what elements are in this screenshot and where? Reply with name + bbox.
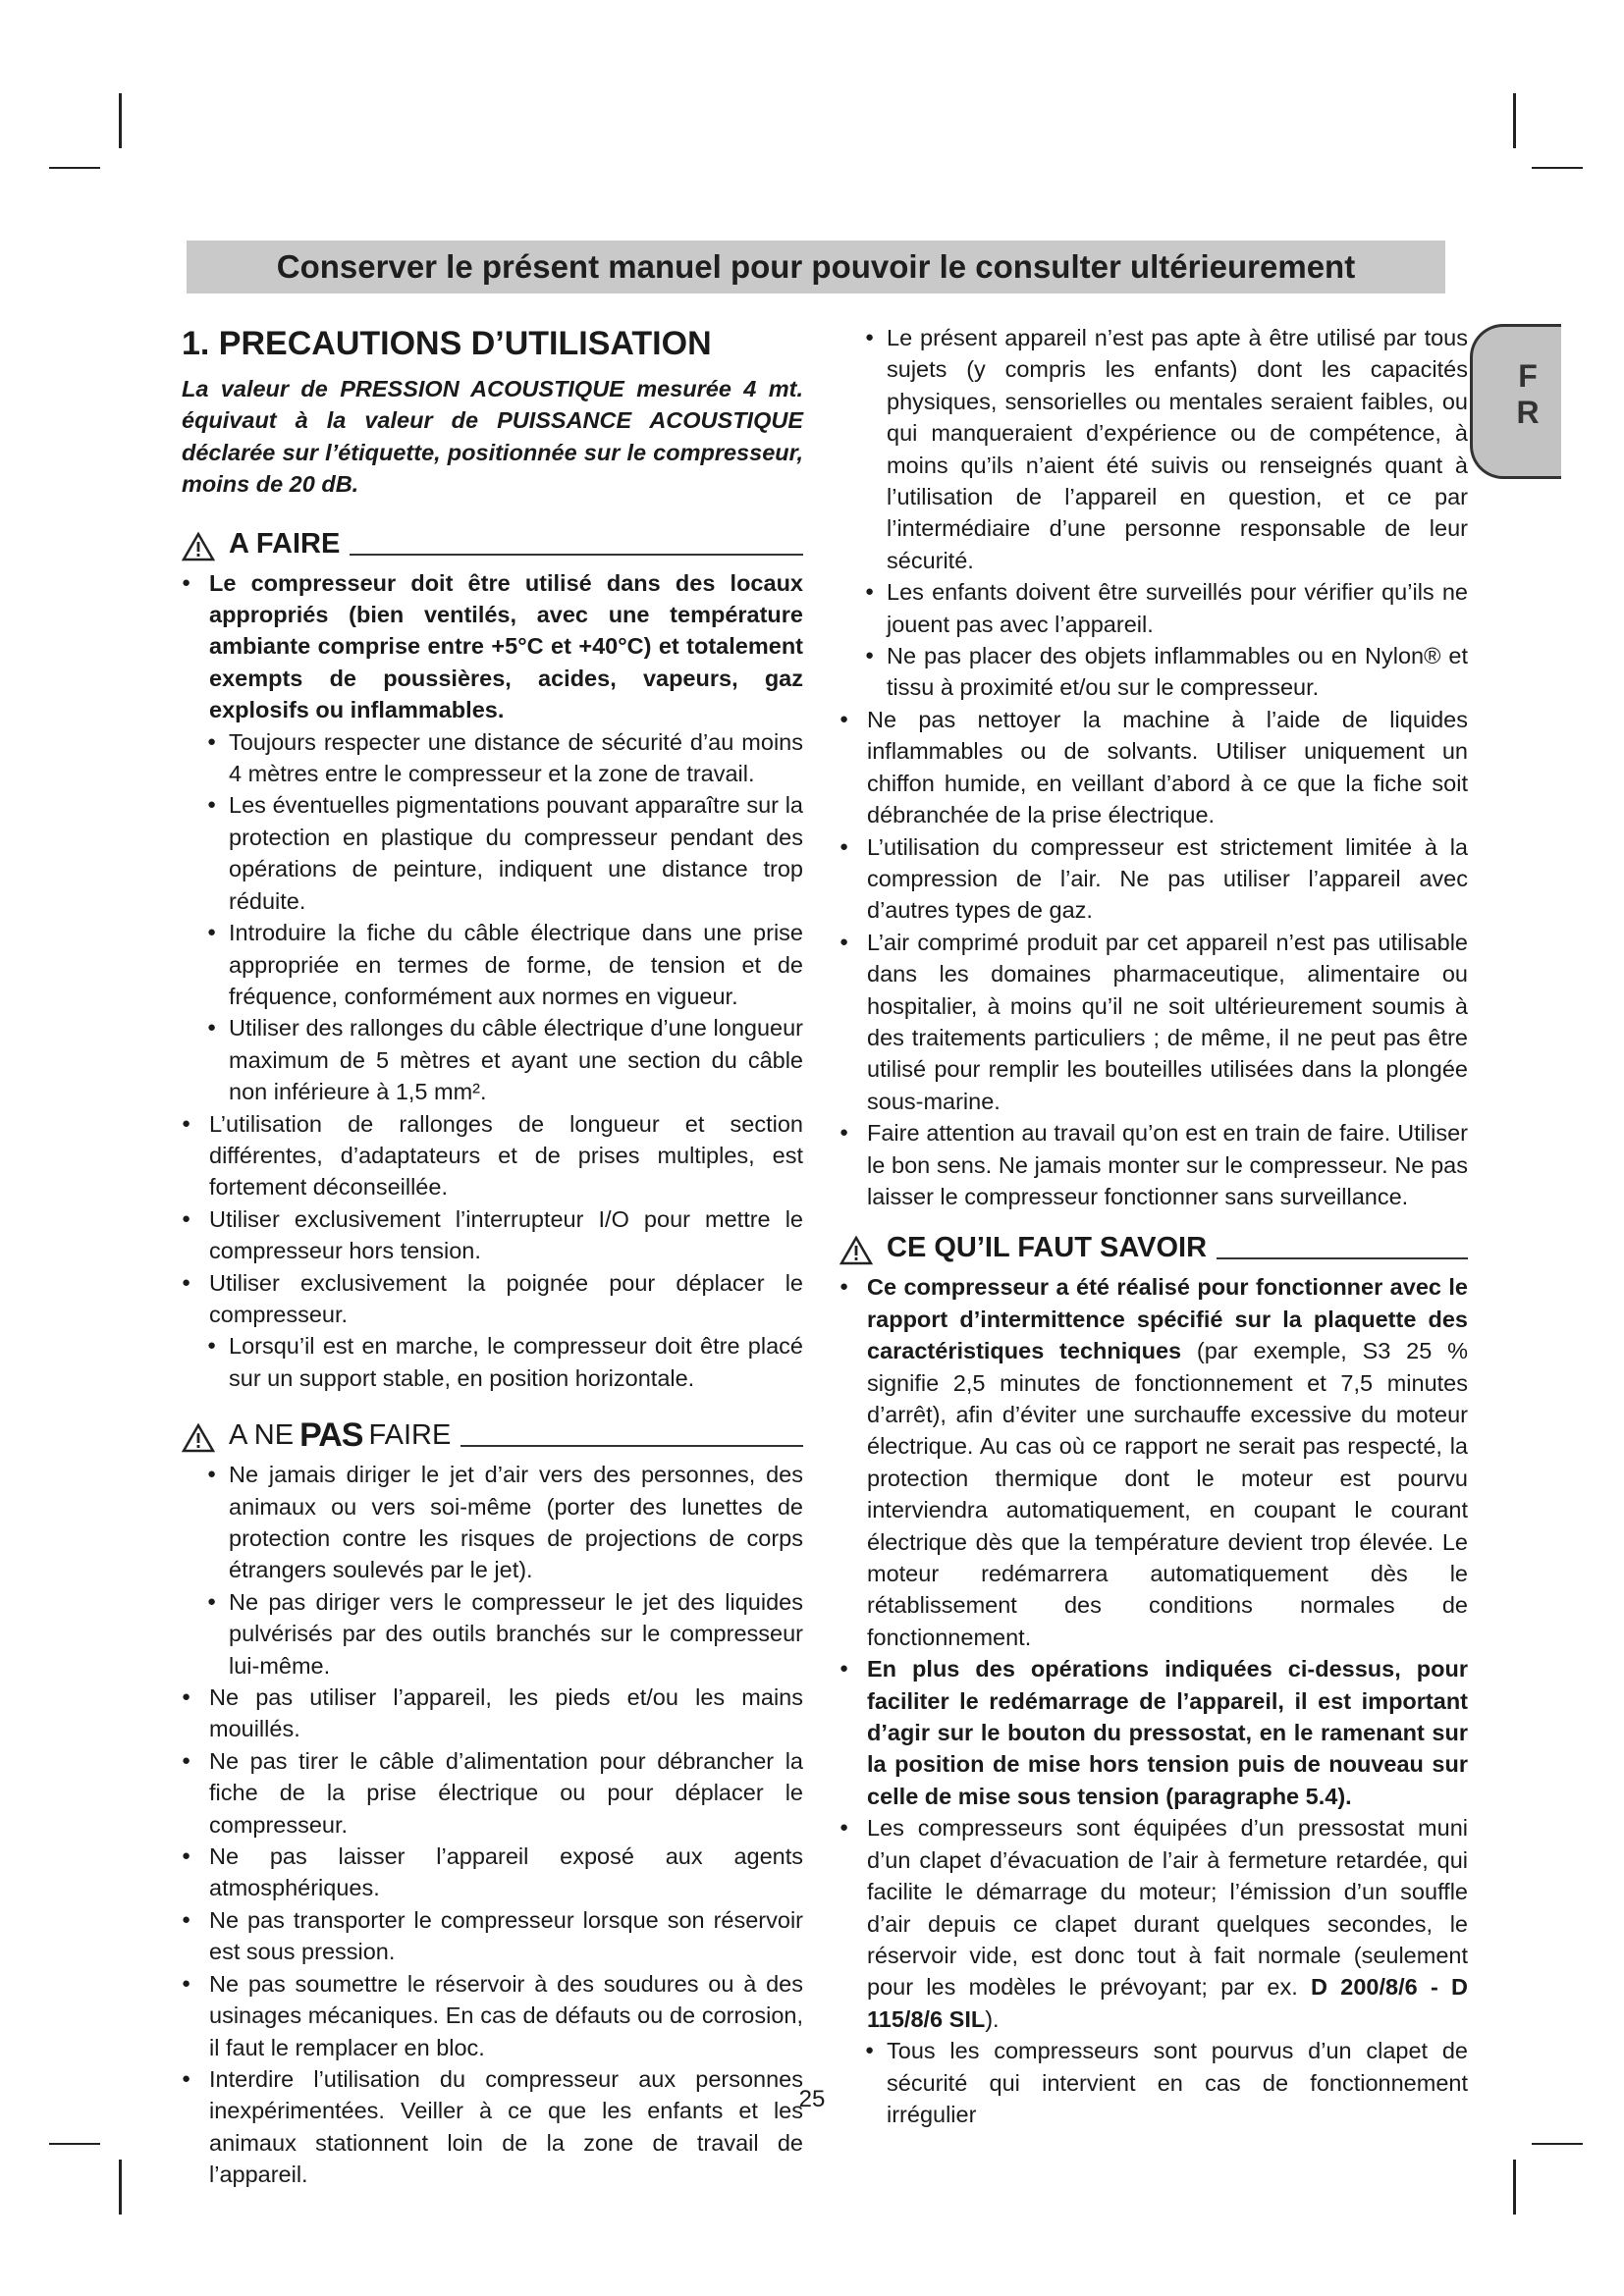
pressostat-text: Les compresseurs sont équipées d’un pressostat muni d’un clapet d’évacuation de l’air à fermeture retardée, qui facilite le démarrage du moteur; l’émission d’un souffle d’air depuis ce clapet durant quelques secondes, le réservoir vide, est donc tout à fait normale (seulement pour les modèles le prévoyant; par ex. xyxy=(867,1815,1468,2001)
list-item: ● L’utilisation de rallonges de longueur et section différentes, d’adaptateurs et de prises multiples, est fortement déconseillée. xyxy=(182,1108,803,1203)
model-codes: D 200/8/6 - D 115/8/6 SIL xyxy=(867,1974,1468,2032)
a-faire-list xyxy=(182,567,803,1395)
crop-mark xyxy=(49,167,100,169)
list-item: ● Ne pas placer des objets inflammables ou en Nylon® et tissu à proximité et/ou sur le compresseur. xyxy=(839,640,1468,704)
pressostat-end: ). xyxy=(985,2005,1000,2032)
heading-rule xyxy=(350,554,803,556)
list-item xyxy=(839,1812,1468,2035)
acoustic-intro: La valeur de PRESSION ACOUSTIQUE mesurée 4 mt. équivaut à la valeur de PUISSANCE ACOUSTIQUE déclarée sur l’étiquette, positionnée sur le compresseur, moins de 20 dB. xyxy=(182,376,803,498)
list-item: ● Ne pas utiliser l’appareil, les pieds et/ou les mains mouillés. xyxy=(182,1682,803,1745)
warning-triangle-icon xyxy=(839,1236,873,1265)
crop-mark xyxy=(49,2143,100,2145)
list-item: ● Ne pas transporter le compresseur lorsque son réservoir est sous pression. xyxy=(182,1904,803,1968)
right-column xyxy=(839,322,1468,2130)
warning-triangle-icon xyxy=(182,1423,215,1453)
savoir-label: CE QU’IL FAUT SAVOIR xyxy=(887,1232,1208,1264)
a-ne-pas-faire-list xyxy=(182,1459,803,2190)
list-item: ● Le compresseur doit être utilisé dans des locaux appropriés (bien ventilés, avec une température ambiante comprise entre +5°C et +40°C) et totalement exempts de poussières, acides, vapeurs, gaz explosifs ou inflammables. xyxy=(182,567,803,726)
list-item: ● Ne pas laisser l’appareil exposé aux agents atmosphériques. xyxy=(182,1841,803,1904)
a-faire-label: A FAIRE xyxy=(229,527,341,560)
a-faire-heading xyxy=(182,526,803,561)
language-letter-r: R xyxy=(1516,395,1540,430)
language-tab xyxy=(1470,324,1561,479)
page-number: 25 xyxy=(798,2086,826,2112)
pas-label: PAS xyxy=(299,1416,363,1455)
heading-rule xyxy=(1217,1257,1468,1259)
language-letter-f: F xyxy=(1518,358,1538,394)
crop-mark xyxy=(1532,2143,1583,2145)
list-item: ● Introduire la fiche du câble électrique dans une prise appropriée en termes de forme, de tension et de fréquence, conformément aux normes en vigueur. xyxy=(182,917,803,1012)
list-item: ● Ne pas diriger vers le compresseur le jet des liquides pulvérisés par des outils branchés sur le compresseur lui-même. xyxy=(182,1586,803,1682)
list-item: ● Ne pas nettoyer la machine à l’aide de liquides inflammables ou de solvants. Utiliser uniquement un chiffon humide, en veillant d’abord à ce que la fiche soit débranchée de la prise électrique. xyxy=(839,704,1468,831)
list-item: ● Le présent appareil n’est pas apte à être utilisé par tous sujets (y compris les enfants) dont les capacités physiques, sensorielles ou mentales seraient faibles, ou qui manqueraient d’expérience ou de compétence, à moins qu’ils n’aient été suivis ou renseignés quant à l’utilisation de l’appareil en question, et ce par l’intermédiaire d’une personne responsable de leur sécurité. xyxy=(839,322,1468,576)
savoir-list xyxy=(839,1271,1468,2130)
list-item: ● Faire attention au travail qu’on est en train de faire. Utiliser le bon sens. Ne jamais monter sur le compresseur. Ne pas laisser le compresseur fonctionner sans surveillance. xyxy=(839,1117,1468,1212)
list-item: ● Utiliser exclusivement la poignée pour déplacer le compresseur. xyxy=(182,1267,803,1331)
list-item: ● Ne pas tirer le câble d’alimentation pour débrancher la fiche de la prise électrique ou pour déplacer le compresseur. xyxy=(182,1745,803,1841)
list-item: ● L’utilisation du compresseur est strictement limitée à la compression de l’air. Ne pas utiliser l’appareil avec d’autres types de gaz. xyxy=(839,831,1468,927)
header-banner: Conserver le présent manuel pour pouvoir le consulter ultérieurement xyxy=(187,240,1445,294)
warning-triangle-icon xyxy=(182,532,215,561)
list-item: ● Toujours respecter une distance de sécurité d’au moins 4 mètres entre le compresseur et la zone de travail. xyxy=(182,726,803,790)
list-item: ● Ne jamais diriger le jet d’air vers des personnes, des animaux ou vers soi-même (porter des lunettes de protection contre les risques de projections de corps étrangers soulevés par le jet). xyxy=(182,1459,803,1586)
list-item: ● Les enfants doivent être surveillés pour vérifier qu’ils ne jouent pas avec l’appareil. xyxy=(839,576,1468,640)
list-item: ● En plus des opérations indiquées ci-dessus, pour faciliter le redémarrage de l’appareil, il est important d’agir sur le bouton du pressostat, en le ramenant sur la position de mise hors tension puis de nouveau sur celle de mise sous tension (paragraphe 5.4). xyxy=(839,1653,1468,1812)
section-title: 1. PRECAUTIONS D’UTILISATION xyxy=(182,325,712,362)
crop-mark xyxy=(1532,167,1583,169)
list-item: ● Utiliser des rallonges du câble électrique d’une longueur maximum de 5 mètres et ayant une section du câble non inférieure à 1,5 mm². xyxy=(182,1012,803,1107)
intermittence-text: (par exemple, S3 25 % signifie 2,5 minutes de fonctionnement et 7,5 minutes d’arrêt), afin d’éviter une surchauffe excessive du moteur électrique. Au cas où ce rapport ne serait pas respecté, la protection thermique dont le moteur est pourvu interviendra automatiquement, en coupant le courant électrique dès que la température devient trop élevée. Le moteur redémarrera automatiquement dès le rétablissement des conditions normales de fonctionnement. xyxy=(867,1338,1468,1650)
heading-rule xyxy=(460,1445,803,1447)
list-item: ● Lorsqu’il est en marche, le compresseur doit être placé sur un support stable, en position horizontale. xyxy=(182,1330,803,1394)
intermittence-bold: Ce compresseur a été réalisé pour fonctionner avec le rapport d’intermittence spécifié sur la plaquette des caractéristiques techniques xyxy=(867,1274,1468,1364)
list-item: ● Les éventuelles pigmentations pouvant apparaître sur la protection en plastique du compresseur pendant des opérations de peinture, indiquent une distance trop réduite. xyxy=(182,789,803,917)
crop-mark xyxy=(119,2160,122,2215)
crop-mark xyxy=(119,93,122,148)
crop-mark xyxy=(1513,93,1516,148)
faire-label: FAIRE xyxy=(368,1419,452,1452)
a-ne-label: A NE xyxy=(229,1419,295,1452)
list-item xyxy=(839,1271,1468,1653)
general-list xyxy=(839,322,1468,1212)
crop-mark xyxy=(1513,2160,1516,2215)
a-ne-pas-faire-heading xyxy=(182,1417,803,1453)
savoir-heading xyxy=(839,1230,1468,1265)
list-item: ● L’air comprimé produit par cet appareil n’est pas utilisable dans les domaines pharmaceutique, alimentaire ou hospitalier, à moins qu’il ne soit ultérieurement soumis à des traitements particuliers ; de même, il ne peut pas être utilisé pour remplir les bouteilles utilisées dans la plongée sous-marine. xyxy=(839,927,1468,1117)
left-column xyxy=(182,322,803,2191)
list-item: ● Ne pas soumettre le réservoir à des soudures ou à des usinages mécaniques. En cas de défauts ou de corrosion, il faut le remplacer en bloc. xyxy=(182,1968,803,2063)
list-item: ● Interdire l’utilisation du compresseur aux personnes inexpérimentées. Veiller à ce que les enfants et les animaux stationnent loin de la zone de travail de l’appareil. xyxy=(182,2063,803,2191)
list-item: ● Utiliser exclusivement l’interrupteur I/O pour mettre le compresseur hors tension. xyxy=(182,1203,803,1267)
list-item: ● Tous les compresseurs sont pourvus d’un clapet de sécurité qui intervient en cas de fonctionnement irrégulier xyxy=(839,2035,1468,2130)
